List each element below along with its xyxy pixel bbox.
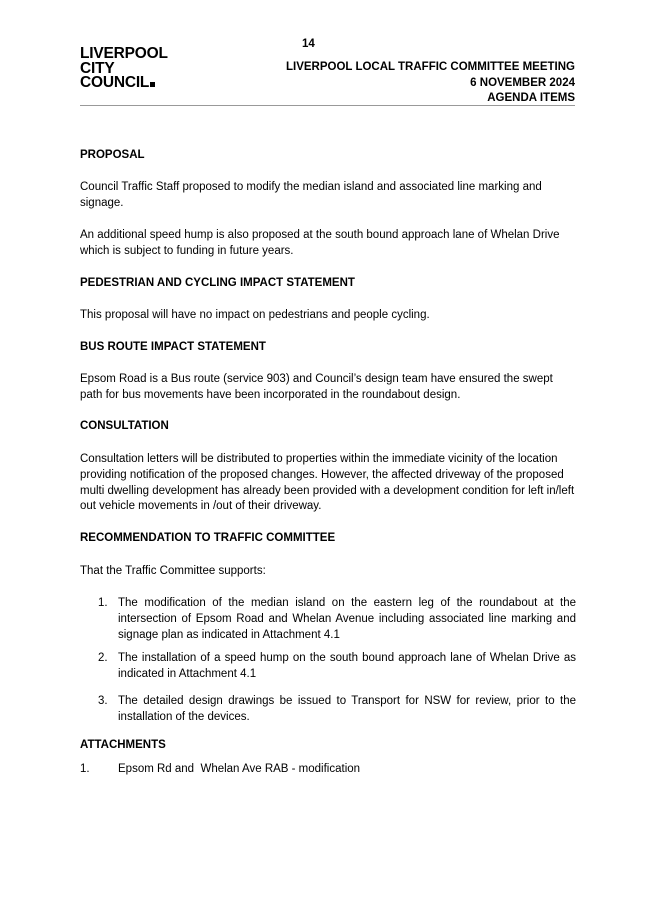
bus-route-heading: BUS ROUTE IMPACT STATEMENT [80, 341, 266, 353]
pedestrian-paragraph: This proposal will have no impact on pedestrians and people cycling. [80, 309, 430, 321]
logo-line-1: LIVERPOOL [80, 45, 168, 62]
attachment-link[interactable]: Epsom Rd and Whelan Ave RAB - modification [118, 763, 361, 775]
attachment-number: 1. [80, 763, 90, 775]
header-divider [80, 105, 575, 106]
agenda-section: AGENDA ITEMS [487, 92, 575, 104]
item-text: The installation of a speed hump on the south bound approach lane of Whelan Drive as indicated in Attachment 4.1 [118, 652, 576, 680]
logo-dot-icon [150, 82, 155, 87]
recommendation-intro: That the Traffic Committee supports: [80, 565, 266, 577]
recommendation-item [98, 596, 576, 643]
recommendation-item [98, 694, 576, 726]
recommendation-heading: RECOMMENDATION TO TRAFFIC COMMITTEE [80, 532, 336, 544]
bus-route-paragraph: Epsom Road is a Bus route (service 903) and Council’s design team have ensured the swept path for bus movements have been incorporated in the roundabout design. [80, 373, 553, 401]
council-logo [80, 47, 168, 91]
item-number: 1. [98, 597, 108, 609]
item-number: 3. [98, 695, 108, 707]
item-text: The detailed design drawings be issued to Transport for NSW for review, prior to the installation of the devices. [118, 695, 576, 723]
meeting-title: LIVERPOOL LOCAL TRAFFIC COMMITTEE MEETING [286, 61, 575, 73]
proposal-paragraph-2: An additional speed hump is also proposed at the south bound approach lane of Whelan Drive which is subject to funding in future years. [80, 229, 560, 257]
meeting-date: 6 NOVEMBER 2024 [470, 76, 575, 89]
meeting-header [286, 60, 575, 107]
logo-line-3: COUNCIL [80, 76, 168, 91]
item-number: 2. [98, 652, 108, 664]
consultation-heading: CONSULTATION [80, 420, 169, 432]
proposal-heading: PROPOSAL [80, 149, 145, 161]
proposal-paragraph-1: Council Traffic Staff proposed to modify the median island and associated line marking and signage. [80, 181, 542, 209]
page-number: 14 [302, 38, 315, 50]
attachments-heading: ATTACHMENTS [80, 739, 166, 751]
logo-line-2: CITY [80, 59, 115, 77]
consultation-paragraph: Consultation letters will be distributed to properties within the immediate vicinity of the location providing notification of the proposed changes. However, the affected driveway of the proposed multi dwelling development has already been provided with a development condition for left in/left out vehicle movements in /out of their driveway. [80, 453, 575, 513]
recommendation-item [98, 651, 576, 683]
attachment-item [80, 763, 360, 775]
pedestrian-heading: PEDESTRIAN AND CYCLING IMPACT STATEMENT [80, 277, 355, 289]
item-text: The modification of the median island on the eastern leg of the roundabout at the intersection of Epsom Road and Whelan Avenue including associated line marking and signage plan as indicated in Attachment 4.1 [118, 597, 576, 641]
